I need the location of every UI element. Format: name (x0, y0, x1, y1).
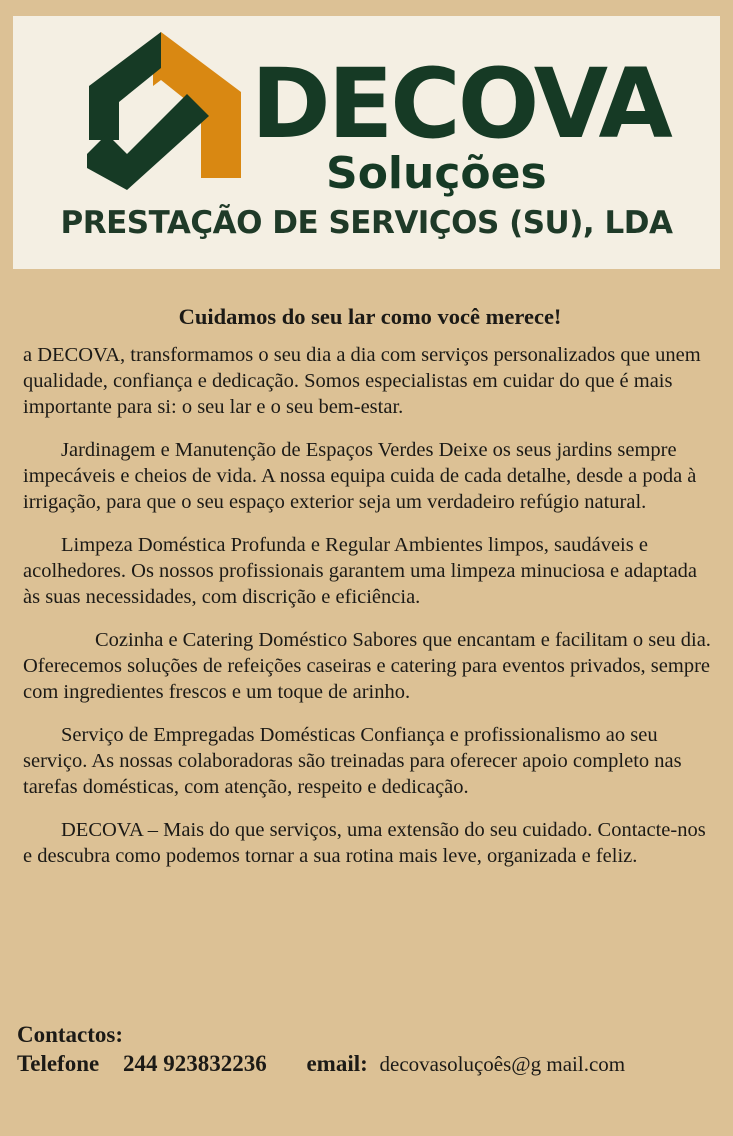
paragraph-catering: Cozinha e Catering Doméstico Sabores que encantam e facilitam o seu dia. Oferecemos soluções de refeições caseiras e catering para eventos privados, sempre com ingredientes frescos e um toque de arinho. (23, 629, 711, 703)
contacts-title: Contactos: (17, 1022, 124, 1047)
headline: Cuidamos do seu lar como você merece! (178, 304, 562, 329)
paragraph-gardening: Jardinagem e Manutenção de Espaços Verdes Deixe os seus jardins sempre impecáveis e cheios de vida. A nossa equipa cuida de cada detalhe, desde a poda à irrigação, para que o seu espaço exterior seja um verdadeiro refúgio natural. (23, 439, 697, 513)
email-value: decovasoluçoês@g mail.com (379, 1052, 626, 1076)
brand-subtitle: Soluções (326, 148, 547, 199)
phone-label: Telefone (17, 1051, 100, 1076)
phone-value: 244 923832236 (122, 1051, 267, 1076)
contacts-row (17, 1049, 722, 1079)
house-check-logo-icon (83, 28, 253, 190)
brand-name: DECOVA (251, 48, 670, 160)
main-content (23, 302, 717, 886)
brand-tagline: PRESTAÇÃO DE SERVIÇOS (SU), LDA (60, 205, 673, 241)
contacts-section (17, 1020, 722, 1079)
email-label: email: (306, 1051, 368, 1076)
paragraph-intro: a DECOVA, transformamos o seu dia a dia com serviços personalizados que unem qualidade, confiança e dedicação. Somos especialistas em cuidar do que é mais importante para si: o seu lar e o seu bem-estar. (23, 344, 701, 418)
header-banner (13, 16, 720, 269)
paragraph-cleaning: Limpeza Doméstica Profunda e Regular Ambientes limpos, saudáveis e acolhedores. Os nossos profissionais garantem uma limpeza minuciosa e adaptada às suas necessidades, com discrição e eficiência. (23, 534, 698, 608)
paragraph-closing: DECOVA – Mais do que serviços, uma extensão do seu cuidado. Contacte-nos e descubra como podemos tornar a sua rotina mais leve, organizada e feliz. (23, 819, 706, 867)
paragraph-housekeeping: Serviço de Empregadas Domésticas Confiança e profissionalismo ao seu serviço. As nossas colaboradoras são treinadas para oferecer apoio completo nas tarefas domésticas, com atenção, respeito e dedicação. (23, 724, 682, 798)
